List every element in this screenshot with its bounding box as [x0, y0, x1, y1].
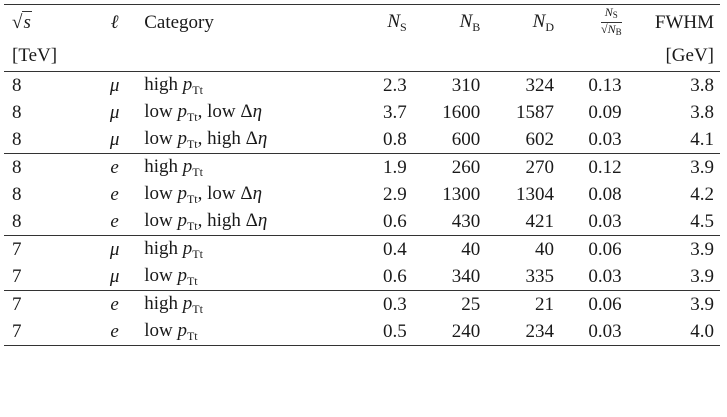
- cell-fwhm: 3.9: [690, 265, 714, 287]
- cell-ns: 0.3: [339, 291, 415, 319]
- cell-energy: 8: [12, 101, 22, 123]
- cell-nd: 40: [480, 236, 554, 264]
- cell-lepton: e: [89, 318, 140, 346]
- cell-ratio: 0.03: [588, 128, 622, 150]
- cell-category: low $p_{Tt}$, high Δη: [144, 127, 268, 151]
- col-nd: $N_D$: [532, 10, 555, 34]
- cell-category: low $p_{Tt}$, low Δη: [144, 100, 263, 124]
- col-nb: $N_B$: [459, 10, 481, 34]
- cell-category: high $p_{Tt}$: [140, 236, 339, 264]
- table-row: [4, 181, 720, 208]
- cell-nb: 260: [415, 154, 481, 182]
- cell-ratio: 0.09: [588, 101, 622, 123]
- col-ns: $N_S$: [387, 10, 407, 34]
- cell-nd: 21: [480, 291, 554, 319]
- unit-fwhm: [GeV]: [665, 44, 714, 66]
- cell-ns: 2.3: [339, 72, 415, 100]
- results-table: [4, 4, 720, 346]
- cell-category: low $p_{Tt}$: [144, 264, 198, 288]
- header-row: [4, 5, 720, 41]
- col-lepton: ℓ: [110, 11, 119, 33]
- cell-fwhm: 4.0: [622, 318, 720, 346]
- unit-energy: [TeV]: [12, 44, 58, 66]
- cell-nd: 1304: [516, 183, 555, 205]
- cell-fwhm: 4.1: [690, 128, 714, 150]
- col-category: Category: [144, 11, 214, 33]
- cell-nd: 602: [525, 128, 555, 150]
- cell-nd: 1587: [516, 101, 555, 123]
- cell-category: high $p_{Tt}$: [140, 291, 339, 319]
- table-row: [4, 154, 720, 182]
- cell-nb: 25: [415, 291, 481, 319]
- table-row: [4, 208, 720, 236]
- cell-nb: 340: [451, 265, 481, 287]
- cell-ratio: 0.03: [588, 265, 622, 287]
- cell-nd: 421: [525, 210, 555, 232]
- cell-ns: 3.7: [382, 101, 407, 123]
- cell-nb: 430: [451, 210, 481, 232]
- cell-energy: 7: [4, 318, 89, 346]
- cell-nb: 240: [415, 318, 481, 346]
- cell-energy: 8: [4, 72, 89, 100]
- cell-energy: 8: [12, 183, 22, 205]
- cell-nb: 1300: [442, 183, 481, 205]
- cell-ns: 0.6: [382, 210, 407, 232]
- col-sqrt-s: √s: [12, 11, 31, 33]
- cell-lepton: e: [110, 183, 119, 205]
- cell-category: low $p_{Tt}$, low Δη: [144, 182, 263, 206]
- cell-category: low $p_{Tt}$, high Δη: [144, 209, 268, 233]
- cell-nb: 40: [415, 236, 481, 264]
- cell-ratio: 0.12: [554, 154, 622, 182]
- cell-lepton: μ: [109, 128, 120, 150]
- cell-fwhm: 3.8: [690, 101, 714, 123]
- cell-ns: 0.5: [339, 318, 415, 346]
- table-row: [4, 318, 720, 346]
- cell-ns: 1.9: [339, 154, 415, 182]
- table-row: [4, 72, 720, 100]
- cell-ratio: 0.06: [554, 291, 622, 319]
- cell-ns: 0.8: [382, 128, 407, 150]
- cell-lepton: e: [110, 210, 119, 232]
- table-row: [4, 263, 720, 291]
- cell-fwhm: 4.5: [690, 210, 714, 232]
- cell-energy: 8: [12, 128, 22, 150]
- cell-energy: 7: [4, 236, 89, 264]
- cell-energy: 8: [4, 154, 89, 182]
- col-fwhm: FWHM: [654, 11, 714, 33]
- cell-ratio: 0.08: [588, 183, 622, 205]
- cell-nd: 335: [525, 265, 555, 287]
- cell-nd: 234: [480, 318, 554, 346]
- cell-lepton: μ: [89, 72, 140, 100]
- table-row: [4, 236, 720, 264]
- cell-ratio: 0.03: [554, 318, 622, 346]
- cell-energy: 7: [4, 291, 89, 319]
- header-units-row: [4, 40, 720, 72]
- cell-fwhm: 3.9: [622, 291, 720, 319]
- cell-category: low $p_{Tt}$: [140, 318, 339, 346]
- cell-nd: 324: [480, 72, 554, 100]
- cell-lepton: μ: [109, 265, 120, 287]
- col-ratio: $\frac{N_S}{√N_B}$: [600, 5, 622, 37]
- cell-lepton: μ: [109, 101, 120, 123]
- cell-ratio: 0.13: [554, 72, 622, 100]
- table-row: [4, 291, 720, 319]
- cell-fwhm: 4.2: [690, 183, 714, 205]
- cell-ratio: 0.06: [554, 236, 622, 264]
- cell-ns: 0.6: [382, 265, 407, 287]
- cell-lepton: e: [89, 291, 140, 319]
- cell-ratio: 0.03: [588, 210, 622, 232]
- cell-nb: 600: [451, 128, 481, 150]
- cell-energy: 8: [12, 210, 22, 232]
- cell-lepton: μ: [89, 236, 140, 264]
- cell-ns: 2.9: [382, 183, 407, 205]
- cell-fwhm: 3.8: [622, 72, 720, 100]
- table-row: [4, 126, 720, 154]
- cell-fwhm: 3.9: [622, 154, 720, 182]
- cell-fwhm: 3.9: [622, 236, 720, 264]
- cell-nd: 270: [480, 154, 554, 182]
- cell-ns: 0.4: [339, 236, 415, 264]
- cell-category: high $p_{Tt}$: [140, 72, 339, 100]
- cell-energy: 7: [12, 265, 22, 287]
- table-row: [4, 99, 720, 126]
- cell-lepton: e: [89, 154, 140, 182]
- cell-nb: 1600: [442, 101, 481, 123]
- cell-category: high $p_{Tt}$: [140, 154, 339, 182]
- cell-nb: 310: [415, 72, 481, 100]
